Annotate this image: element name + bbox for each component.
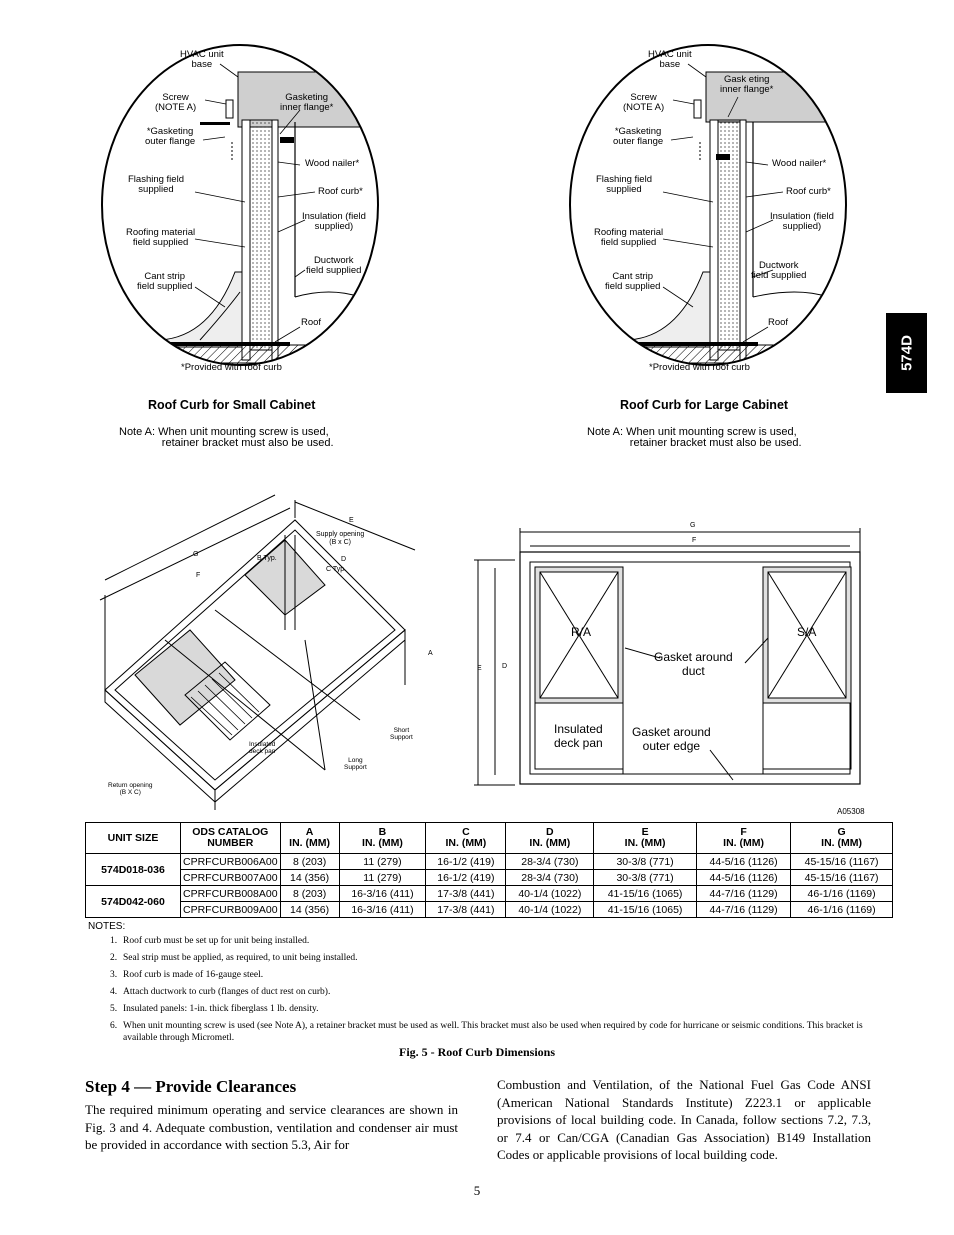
- plan-dim-g: G: [690, 522, 696, 529]
- iso-supply-opening: Supply opening (B x C): [316, 531, 365, 546]
- cell: 41-15/16 (1065): [594, 902, 697, 918]
- label-roofing-material: Roofing material field supplied: [126, 227, 196, 248]
- cell: 46-1/16 (1169): [791, 886, 893, 902]
- table-row: [86, 870, 893, 886]
- cell: 16-1/2 (419): [426, 870, 506, 886]
- iso-dim-e: E: [349, 517, 354, 524]
- cell: 41-15/16 (1065): [594, 886, 697, 902]
- label-roof-curb: Roof curb*: [318, 186, 363, 197]
- plan-dim-e: E: [477, 665, 482, 672]
- body-column-right: Combustion and Ventilation, of the National Fuel Gas Code ANSI (American National Standards Institute) Z223.1 or applicable provisions of local building code. In Canada, follow sections 7.2, 7.3, or 7.4 or Can/CGA (Canadian Gas Association) B149 Installation Codes or applicable provisions of local building code.: [497, 1077, 871, 1162]
- cell: 44-7/16 (1129): [696, 902, 790, 918]
- plan-dim-d: D: [502, 663, 508, 670]
- curb-isometric-drawing: [95, 490, 435, 810]
- side-tab-label: 574D: [898, 335, 915, 371]
- figure-caption: Fig. 5 - Roof Curb Dimensions: [398, 1045, 555, 1059]
- drawing-code: A05308: [837, 807, 865, 816]
- caption-large-cabinet: Roof Curb for Large Cabinet: [620, 398, 789, 412]
- cell: 28-3/4 (730): [506, 870, 594, 886]
- cell: 16-1/2 (419): [426, 854, 506, 870]
- th-g: G IN. (MM): [791, 823, 893, 854]
- cell: 40-1/4 (1022): [506, 886, 594, 902]
- note-item: 2. Seal strip must be applied, as required, to unit being installed.: [110, 953, 358, 963]
- th-unit-size: UNIT SIZE: [86, 823, 181, 854]
- th-b: B IN. (MM): [339, 823, 426, 854]
- cell: 40-1/4 (1022): [506, 902, 594, 918]
- note-item: 6. When unit mounting screw is used (see Note A), a retainer bracket must be used as well. This bracket must also be used when required by code for hurricane or seismic conditions. This bracket is available through Micrometl.: [110, 1021, 863, 1043]
- cell: 44-5/16 (1126): [696, 854, 790, 870]
- label-gasketing-outer-r: *Gasketing outer flange: [613, 126, 664, 147]
- note-item: 1. Roof curb must be set up for unit being installed.: [110, 936, 310, 946]
- table-header-row: [86, 823, 893, 854]
- cell: 17-3/8 (441): [426, 886, 506, 902]
- notes-list: [110, 935, 880, 1049]
- iso-return-opening: Return opening (B X C): [108, 782, 153, 796]
- caption-small-cabinet: Roof Curb for Small Cabinet: [148, 398, 316, 412]
- note-a-left: Note A: When unit mounting screw is used, retainer bracket must also be used.: [119, 426, 334, 449]
- note-item: 4. Attach ductwork to curb (flanges of duct rest on curb).: [110, 987, 331, 997]
- label-insulation-r: Insulation (field supplied): [770, 211, 834, 232]
- th-e: E IN. (MM): [594, 823, 697, 854]
- note-a-right: Note A: When unit mounting screw is used, retainer bracket must also be used.: [587, 426, 802, 449]
- cell: CPRFCURB006A00: [181, 854, 281, 870]
- th-f: F IN. (MM): [696, 823, 790, 854]
- cell: CPRFCURB008A00: [181, 886, 281, 902]
- cell: 28-3/4 (730): [506, 854, 594, 870]
- cell: 14 (356): [280, 902, 339, 918]
- plan-dim-f: F: [692, 537, 697, 544]
- iso-dim-a: A: [428, 650, 433, 657]
- label-ductwork: Ductwork field supplied: [306, 255, 362, 276]
- iso-dim-g: G: [193, 551, 199, 558]
- label-hvac-base-r: HVAC unit base: [648, 49, 692, 70]
- iso-insulated-deck: Insulated deck pan: [249, 741, 276, 755]
- label-flashing-r: Flashing field supplied: [596, 174, 652, 195]
- cell: 30-3/8 (771): [594, 870, 697, 886]
- cell: 11 (279): [339, 854, 426, 870]
- label-cant-strip-r: Cant strip field supplied: [605, 271, 661, 292]
- label-screw: Screw (NOTE A): [155, 92, 197, 113]
- cell: CPRFCURB007A00: [181, 870, 281, 886]
- cell: 45-15/16 (1167): [791, 870, 893, 886]
- cell: 16-3/16 (411): [339, 886, 426, 902]
- note-item: 5. Insulated panels: 1-in. thick fiberglass 1 lb. density.: [110, 1004, 319, 1014]
- plan-insulated-deck: Insulated deck pan: [554, 722, 603, 750]
- iso-long-support: Long Support: [344, 757, 367, 771]
- cell: 45-15/16 (1167): [791, 854, 893, 870]
- plan-gasket-outer: Gasket around outer edge: [632, 725, 711, 753]
- cell: 16-3/16 (411): [339, 902, 426, 918]
- iso-dim-d: D: [341, 556, 347, 563]
- plan-supply-air: S/A: [797, 625, 817, 639]
- iso-b-typ: B Typ.: [257, 555, 277, 562]
- label-insulation: Insulation (field supplied): [302, 211, 366, 232]
- label-roof-curb-r: Roof curb*: [786, 186, 831, 197]
- note-item: 3. Roof curb is made of 16-gauge steel.: [110, 970, 264, 980]
- table-row: [86, 886, 893, 902]
- cell: 8 (203): [280, 886, 339, 902]
- label-provided-r: *Provided with roof curb: [649, 362, 750, 373]
- body-column-left: The required minimum operating and service clearances are shown in Fig. 3 and 4. Adequate combustion, ventilation and condenser air must be provided in accordance with section 5.3, Air for: [85, 1102, 458, 1152]
- table-row: [86, 902, 893, 918]
- cell-unit: 574D018-036: [86, 854, 181, 886]
- label-gasketing-inner: Gasketing inner flange*: [280, 92, 334, 113]
- page-number: 5: [473, 1183, 481, 1198]
- cell: 46-1/16 (1169): [791, 902, 893, 918]
- table-row: [86, 854, 893, 870]
- th-d: D IN. (MM): [506, 823, 594, 854]
- label-flashing: Flashing field supplied: [128, 174, 184, 195]
- th-catalog: ODS CATALOG NUMBER: [181, 823, 281, 854]
- section-heading: Step 4 — Provide Clearances: [85, 1077, 297, 1096]
- label-gasketing-outer: *Gasketing outer flange: [145, 126, 196, 147]
- cell: 11 (279): [339, 870, 426, 886]
- label-provided: *Provided with roof curb: [181, 362, 282, 373]
- cell: 17-3/8 (441): [426, 902, 506, 918]
- cell: 30-3/8 (771): [594, 854, 697, 870]
- label-ductwork-r: Ductwork field supplied: [751, 260, 807, 281]
- label-roofing-material-r: Roofing material field supplied: [594, 227, 664, 248]
- notes-header: NOTES:: [88, 921, 126, 932]
- cell: 8 (203): [280, 854, 339, 870]
- label-gasketing-inner-r: Gask eting inner flange*: [720, 74, 774, 95]
- iso-c-typ: C Typ.: [326, 566, 347, 573]
- label-hvac-base: HVAC unit base: [180, 49, 224, 70]
- cell: CPRFCURB009A00: [181, 902, 281, 918]
- label-roof: Roof: [301, 317, 322, 328]
- cell: 14 (356): [280, 870, 339, 886]
- th-a: A IN. (MM): [280, 823, 339, 854]
- label-cant-strip: Cant strip field supplied: [137, 271, 193, 292]
- label-roof-r: Roof: [768, 317, 789, 328]
- plan-return-air: R/A: [571, 625, 592, 639]
- cell-unit: 574D042-060: [86, 886, 181, 918]
- cell: 44-5/16 (1126): [696, 870, 790, 886]
- iso-dim-f: F: [196, 572, 201, 579]
- cell: 44-7/16 (1129): [696, 886, 790, 902]
- product-side-tab: [886, 313, 927, 393]
- th-c: C IN. (MM): [426, 823, 506, 854]
- label-screw-r: Screw (NOTE A): [623, 92, 665, 113]
- iso-short-support: Short Support: [390, 727, 413, 741]
- label-wood-nailer: Wood nailer*: [305, 158, 360, 169]
- roof-curb-dimensions-table: [85, 822, 893, 918]
- label-wood-nailer-r: Wood nailer*: [772, 158, 827, 169]
- plan-gasket-duct: Gasket around duct: [654, 650, 733, 678]
